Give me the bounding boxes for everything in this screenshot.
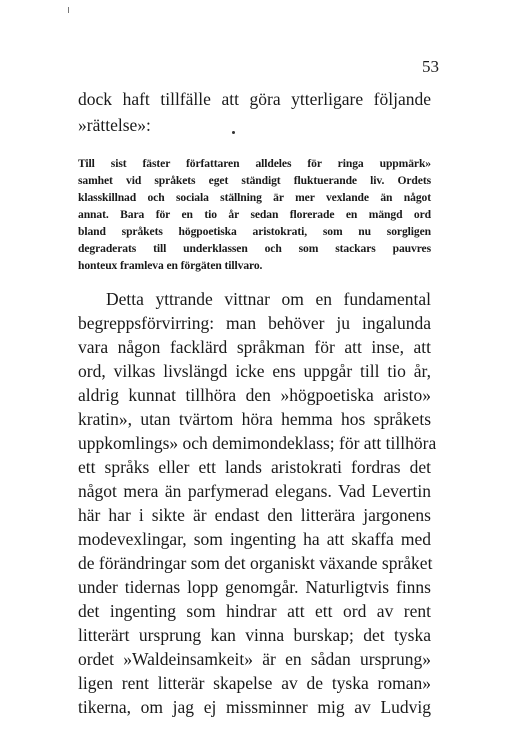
main-line: litterärt ursprung kan vinna burskap; det tyska [78, 625, 431, 645]
quote-line: Till sist fäster författaren alldeles för ringa uppmärk» [78, 157, 431, 170]
intro-line: dock haft tillfälle att göra ytterligare följande [78, 89, 431, 109]
quote-line: annat. Bara för en tio år sedan florerade en mängd ord [78, 208, 431, 221]
main-line: under tidernas lopp genomgår. Naturligtvis finns [78, 577, 431, 597]
main-line: vara någon facklärd språkman för att inse, att [78, 337, 431, 357]
main-line: begreppsförvirring: man behöver ju ingalunda [78, 313, 431, 333]
quote-line: bland språkets högpoetiska aristokrati, som nu sorgligen [78, 225, 431, 238]
decorative-dot [232, 131, 235, 134]
intro-line: »rättelse»: [78, 115, 151, 135]
main-line: här har i sikte är endast den litterära jargonens [78, 505, 431, 525]
main-line: modevexlingar, som ingenting ha att skaffa med [78, 529, 431, 549]
main-line: aldrig kunnat tillhöra den »högpoetiska aristo» [78, 385, 431, 405]
quote-line: honteux framleva en förgäten tillvaro. [78, 259, 263, 272]
main-line: uppkomlings» och demimondeklass; för att tillhöra [78, 433, 437, 453]
main-line: ligen rent litterär skapelse av de tyska roman» [78, 673, 431, 693]
quote-line: klasskillnad och sociala ställning är mer vexlande än något [78, 191, 431, 204]
main-line: ord, vilkas livslängd icke ens uppgår till tio år, [78, 361, 431, 381]
main-line: kratin», utan tvärtom höra hemma hos språkets [78, 409, 431, 429]
main-line: de förändringar som det organiskt växande språket [78, 553, 433, 573]
page-number: 53 [422, 57, 439, 76]
main-line: tikerna, om jag ej missminner mig av Ludvig [78, 697, 431, 717]
margin-mark [68, 7, 69, 13]
quote-line: samhet vid språkets eget ständigt fluktuerande liv. Ordets [78, 174, 431, 187]
main-line: ordet »Waldeinsamkeit» är en sådan ursprung» [78, 649, 431, 669]
main-line: det ingenting som hindrar att ett ord av rent [78, 601, 431, 621]
quote-line: degraderats till underklassen och som stackars pauvres [78, 242, 431, 255]
main-line: Detta yttrande vittnar om en fundamental [106, 289, 431, 309]
main-line: ett språks eller ett lands aristokrati fordras det [78, 457, 431, 477]
main-line: något mera än parfymerad elegans. Vad Levertin [78, 481, 431, 501]
